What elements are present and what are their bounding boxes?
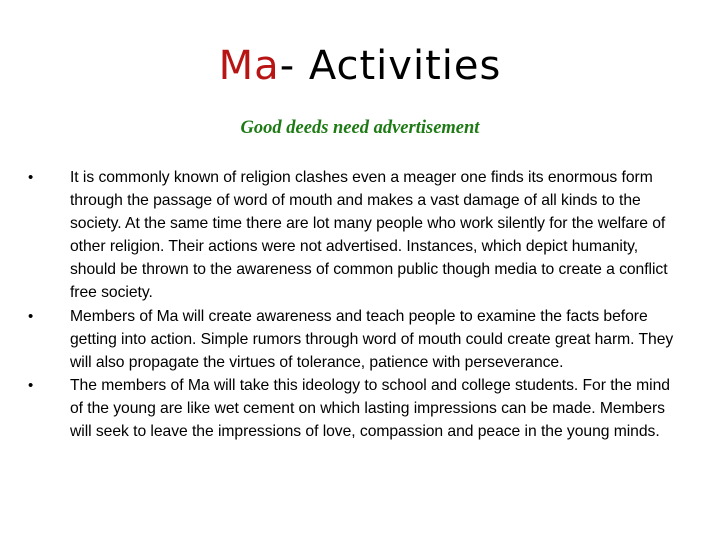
bullet-item — [28, 374, 680, 443]
bullet-text: It is commonly known of religion clashes even a meager one finds its enormous form through the passage of word of mouth and makes a vast damage of all kinds to the society. At the same time there are lot many people who work silently for the welfare of other religion. Their actions were not advertised. Instances, which depict humanity, should be thrown to the awareness of common public though media to create a conflict free society. — [70, 169, 668, 302]
bullet-marker-icon: • — [28, 169, 34, 186]
title-accent-text: Ma — [218, 43, 280, 89]
bullet-text: The members of Ma will take this ideology to school and college students. For the mind of the young are like wet cement on which lasting impressions can be made. Members will seek to leave the impressions of love, compassion and peace in the young minds. — [70, 376, 670, 441]
subtitle: Good deeds need advertisement — [240, 118, 480, 138]
bullet-item — [28, 166, 680, 305]
bullet-item — [28, 305, 680, 374]
bullet-list — [28, 166, 680, 443]
bullet-text: Members of Ma will create awareness and teach people to examine the facts before getting into action. Simple rumors through word of mouth could create great harm. They will also propagate the virtues of tolerance, patience with perseverance. — [70, 307, 674, 371]
bullet-marker-icon: • — [28, 307, 34, 325]
slide-title — [0, 36, 720, 96]
title-rest-text: - Activities — [279, 43, 502, 89]
bullet-marker-icon: • — [28, 376, 34, 394]
